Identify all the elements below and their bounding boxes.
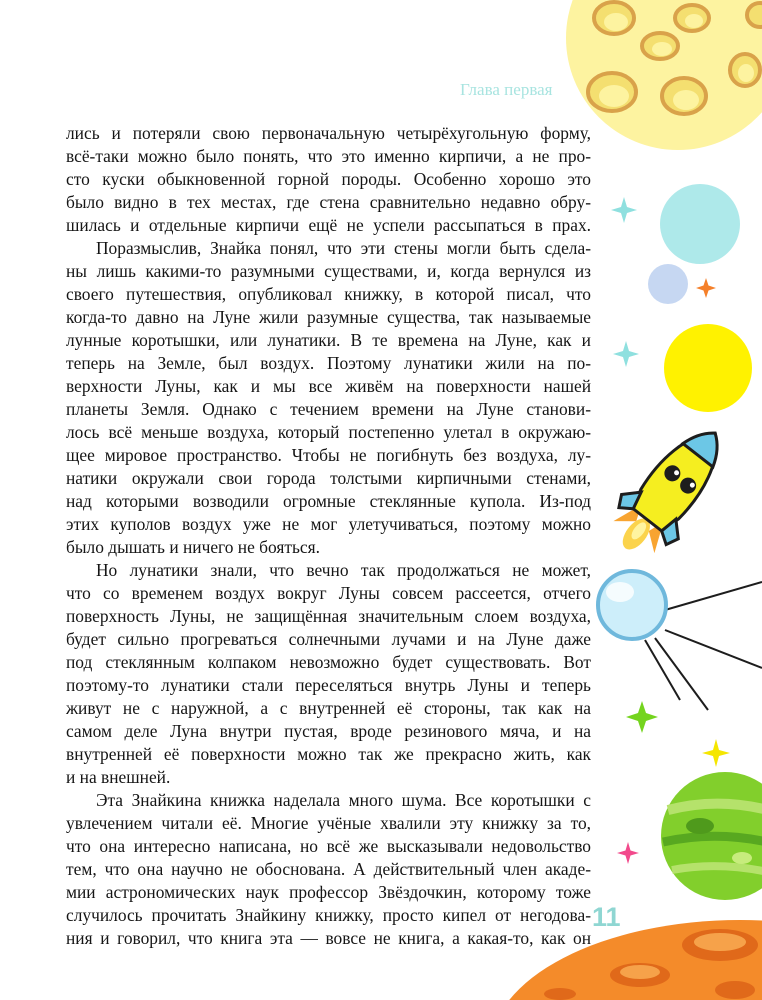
text-line: внутренней её поверхности можно так же прекрасно жить, как [66, 744, 591, 764]
text-line: что со временем воздух вокруг Луны совсем рассеется, отчего [66, 583, 591, 603]
text-line: было дышать и ничего не бояться. [66, 537, 320, 557]
text-line: живут не с наружной, а с внутренней её стороны, так как на [66, 698, 591, 718]
text-line: лись и потеряли свою первоначальную четырёхугольную форму, [66, 123, 591, 143]
text-line: Но лунатики знали, что вечно так продолжаться не может, [96, 560, 591, 580]
text-line: теперь на Земле, был воздух. Поэтому лунатики жили на по- [66, 353, 591, 373]
text-line: что она интересно написана, но всё же высказывали недовольство [66, 836, 591, 856]
rocket-illustration [597, 411, 744, 570]
text-line: планеты Земля. Однако с течением времени на Луне станови- [66, 399, 591, 419]
text-line: над которыми возводили огромные стеклянные купола. Из-под [66, 491, 591, 511]
yellow-circle [664, 324, 752, 412]
star-icon [696, 278, 716, 298]
text-line: сто куски обыкновенной горной породы. Особенно хорошо это [66, 169, 591, 189]
text-line: мии астрономических наук профессор Звёздочкин, которому тоже [66, 882, 591, 902]
sputnik-illustration [598, 571, 762, 710]
lilac-circle [648, 264, 688, 304]
text-line: тем, что она научно не обоснована. А действительный член акаде- [66, 859, 591, 879]
text-line: верхности Луны, как и мы все живём на поверхности нашей [66, 376, 591, 396]
moon-illustration [566, 0, 762, 150]
text-line: и на внешней. [66, 767, 171, 787]
text-line: поэтому-то лунатики стали переселяться внутрь Луны и теперь [66, 675, 591, 695]
text-line: лось всё меньше воздуха, который постепенно улетал в окружаю- [66, 422, 591, 442]
text-line: своего путешествия, опубликовал книжку, в которой писал, что [66, 284, 591, 304]
text-line: натики окружали свои города толстыми кирпичными стенами, [66, 468, 591, 488]
text-line: самом деле Луна внутри пустая, вроде резинового мяча, и на [66, 721, 591, 741]
chapter-title: Глава первая [460, 80, 553, 99]
text-line: Поразмыслив, Знайка понял, что эти стены могли быть сдела- [96, 238, 591, 258]
turquoise-circle [660, 184, 740, 264]
star-icon [611, 197, 637, 223]
text-line: лунные коротышки, или лунатики. В те времена на Луне, как и [66, 330, 591, 350]
star-icon [702, 739, 730, 767]
text-line: под стеклянным колпаком невозможно будет существовать. Вот [66, 652, 591, 672]
text-line: шилась и отдельные кирпичи ещё не успели рассыпаться в прах. [66, 215, 591, 235]
text-line: поверхность Луны, не защищённая значительным слоем воздуха, [66, 606, 591, 626]
star-icon [626, 701, 658, 733]
text-line: увлечением читали её. Многие учёные хвалили эту книжку за то, [66, 813, 591, 833]
text-line: этих куполов воздух уже не мог улетучиваться, поэтому можно [66, 514, 591, 534]
text-line: ния и говорил, что книга эта — вовсе не книга, а какая-то, как он [66, 928, 591, 948]
text-line: всё-таки можно было понять, что это именно кирпичи, а не про- [66, 146, 591, 166]
text-line: ны лишь какими-то разумными существами, и, когда вернулся из [66, 261, 591, 281]
green-planet-illustration [661, 772, 762, 900]
text-line: Эта Знайкина книжка наделала много шума. Все коротышки с [96, 790, 591, 810]
star-icon [617, 842, 639, 864]
text-line: случилось прочитать Знайкину книжку, просто кипел от негодова- [66, 905, 591, 925]
text-line: было видно в тех местах, где стена сравнительно недавно обру- [66, 192, 591, 212]
text-line: щее мировое пространство. Чтобы не погибнуть без воздуха, лу- [66, 445, 591, 465]
body-text [66, 122, 591, 950]
text-line: будет сильно прогреваться солнечными лучами и на Луне даже [66, 629, 591, 649]
star-icon [613, 341, 639, 367]
text-line: когда-то давно на Луне жили разумные существа, так называемые [66, 307, 591, 327]
page-number: 11 [592, 902, 621, 932]
